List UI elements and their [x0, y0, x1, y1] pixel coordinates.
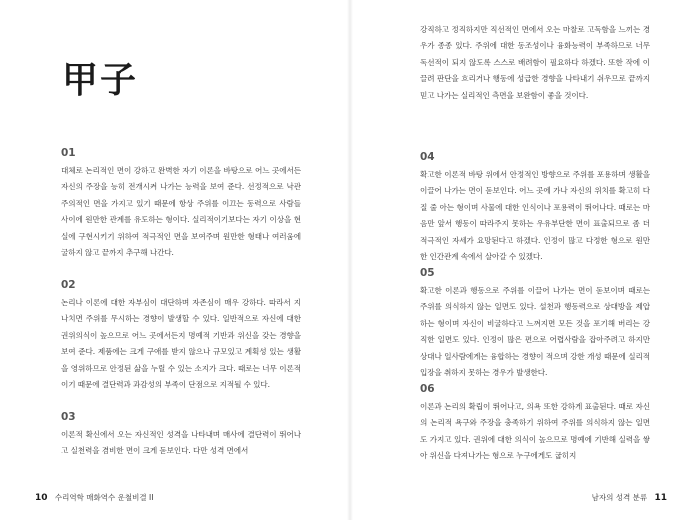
section-text: 대체로 논리적인 면이 강하고 완벽한 자기 이론을 바탕으로 어느 곳에서든 자신의 주장을 능히 전개시켜 나가는 능력을 보여 준다. 선정적으로 낙관주의적인 면을 가지고 있기 때문에 항상 주위를 이끄는 동력으로 사람들 사이에 원만한 관계를 유도하는 형이다. 실리적이기보다는 자기 이상을 현실에 구현시키기 위하여 적극적인 면을 보여주며 원만한 형태나 여러움에 굴하지 않고 끝까지 추구해 나간다.: [61, 166, 301, 258]
footer-right: [592, 492, 667, 503]
section-continued: [420, 22, 650, 104]
section-03: [61, 410, 301, 460]
section-06: [420, 382, 650, 465]
section-text: 이론적 확신에서 오는 자신적인 성격을 나타내며 매사에 결단력이 뛰어나고 실천력을 겸비한 면이 크게 돋보인다. 다만 성격 면에서: [61, 430, 301, 456]
running-title: 수리역학 매화역수 운철비결 II: [54, 493, 154, 502]
section-text: 확고한 이론적 바탕 위에서 안정적인 방향으로 주위를 포용하며 생활을 이끌어 나가는 면이 돋보인다. 어느 곳에 가나 자신의 위치를 확고히 다질 줄 아는 형이며 사물에 대한 인식이나 포용력이 뛰어나다. 때로는 마음만 앞서 행동이 따라주지 못하는 우유부단한 면이 표출되므로 좀 더 적극적인 자세가 요망된다고 하겠다. 인정이 많고 다정한 형으로 원만한 인간관계 속에서 살아갈 수 있겠다.: [420, 170, 650, 262]
footer-left: [35, 492, 153, 503]
section-text: 이론과 논리의 확립이 뛰어나고, 의욕 또한 강하게 표출된다. 때로 자신의 논리적 욕구와 주장을 충족하기 위하여 주위를 의식하지 않는 일면도 가지고 있다. 권위에 대한 의식이 높으므로 명예에 기반해 실력을 쌓아 위신을 다져나가는 형으로 누구에게도 굽히지: [420, 402, 650, 461]
section-number: 02: [61, 279, 76, 291]
section-text: 논리나 이론에 대한 자부심이 대단하며 자존심이 매우 강하다. 따라서 지나치면 주위를 무시하는 경향이 발생할 수 있다. 일반적으로 자신에 대한 권위의식이 높으므로 어느 곳에서든지 명예적 기반과 위신을 갖는 경향을 보여 준다. 제품에는 크게 구애를 받지 않으나 규모있고 계획성 있는 생활을 영위하므로 안정된 삶을 누릴 수 있는 소지가 크다. 때로는 너무 이론적이기 때문에 결단력과 과감성의 부족이 단점으로 지적될 수 있다.: [61, 298, 301, 390]
section-number: 06: [420, 383, 435, 395]
book-gutter: [347, 0, 353, 520]
section-text: 강직하고 정직하지만 직선적인 면에서 오는 마찰로 고독함을 느끼는 경우가 종종 있다. 주위에 대한 동조성이나 융화능력이 부족하므로 너무 독선적이 되지 않도록 스스로 배려함이 필요하다 하겠다. 또한 작에 이끌려 판단을 흐리거나 행동에 성급한 경향을 나타내기 쉬우므로 끝까지 믿고 나가는 실리적인 측면을 보완함이 좋을 것이다.: [420, 25, 650, 100]
section-01: [61, 146, 301, 261]
section-02: [61, 278, 301, 393]
section-number: 05: [420, 267, 435, 279]
section-number: 01: [61, 147, 76, 159]
running-title: 남자의 성격 분류: [591, 493, 648, 502]
section-05: [420, 266, 650, 381]
section-number: 04: [420, 151, 435, 163]
section-04: [420, 150, 650, 265]
page-number: 10: [35, 493, 48, 503]
page-title: 甲子: [62, 59, 139, 101]
page-number: 11: [654, 493, 667, 503]
section-text: 확고한 이론과 행동으로 주위를 이끌어 나가는 면이 돋보이며 때로는 주위를 의식하지 않는 일면도 있다. 설천과 행동력으로 상대방을 제압하는 형이며 자신이 비굴하다고 느껴지면 모든 것을 포기해 버리는 강직한 일면도 있다. 인정이 많은 편으로 어렵사람을 잡아주려고 하지만 상대나 일사람에게는 융합하는 경향이 적으며 강한 개성 때문에 실리적 입장을 취하지 못하는 경우가 발생한다.: [420, 286, 650, 378]
section-number: 03: [61, 411, 76, 423]
